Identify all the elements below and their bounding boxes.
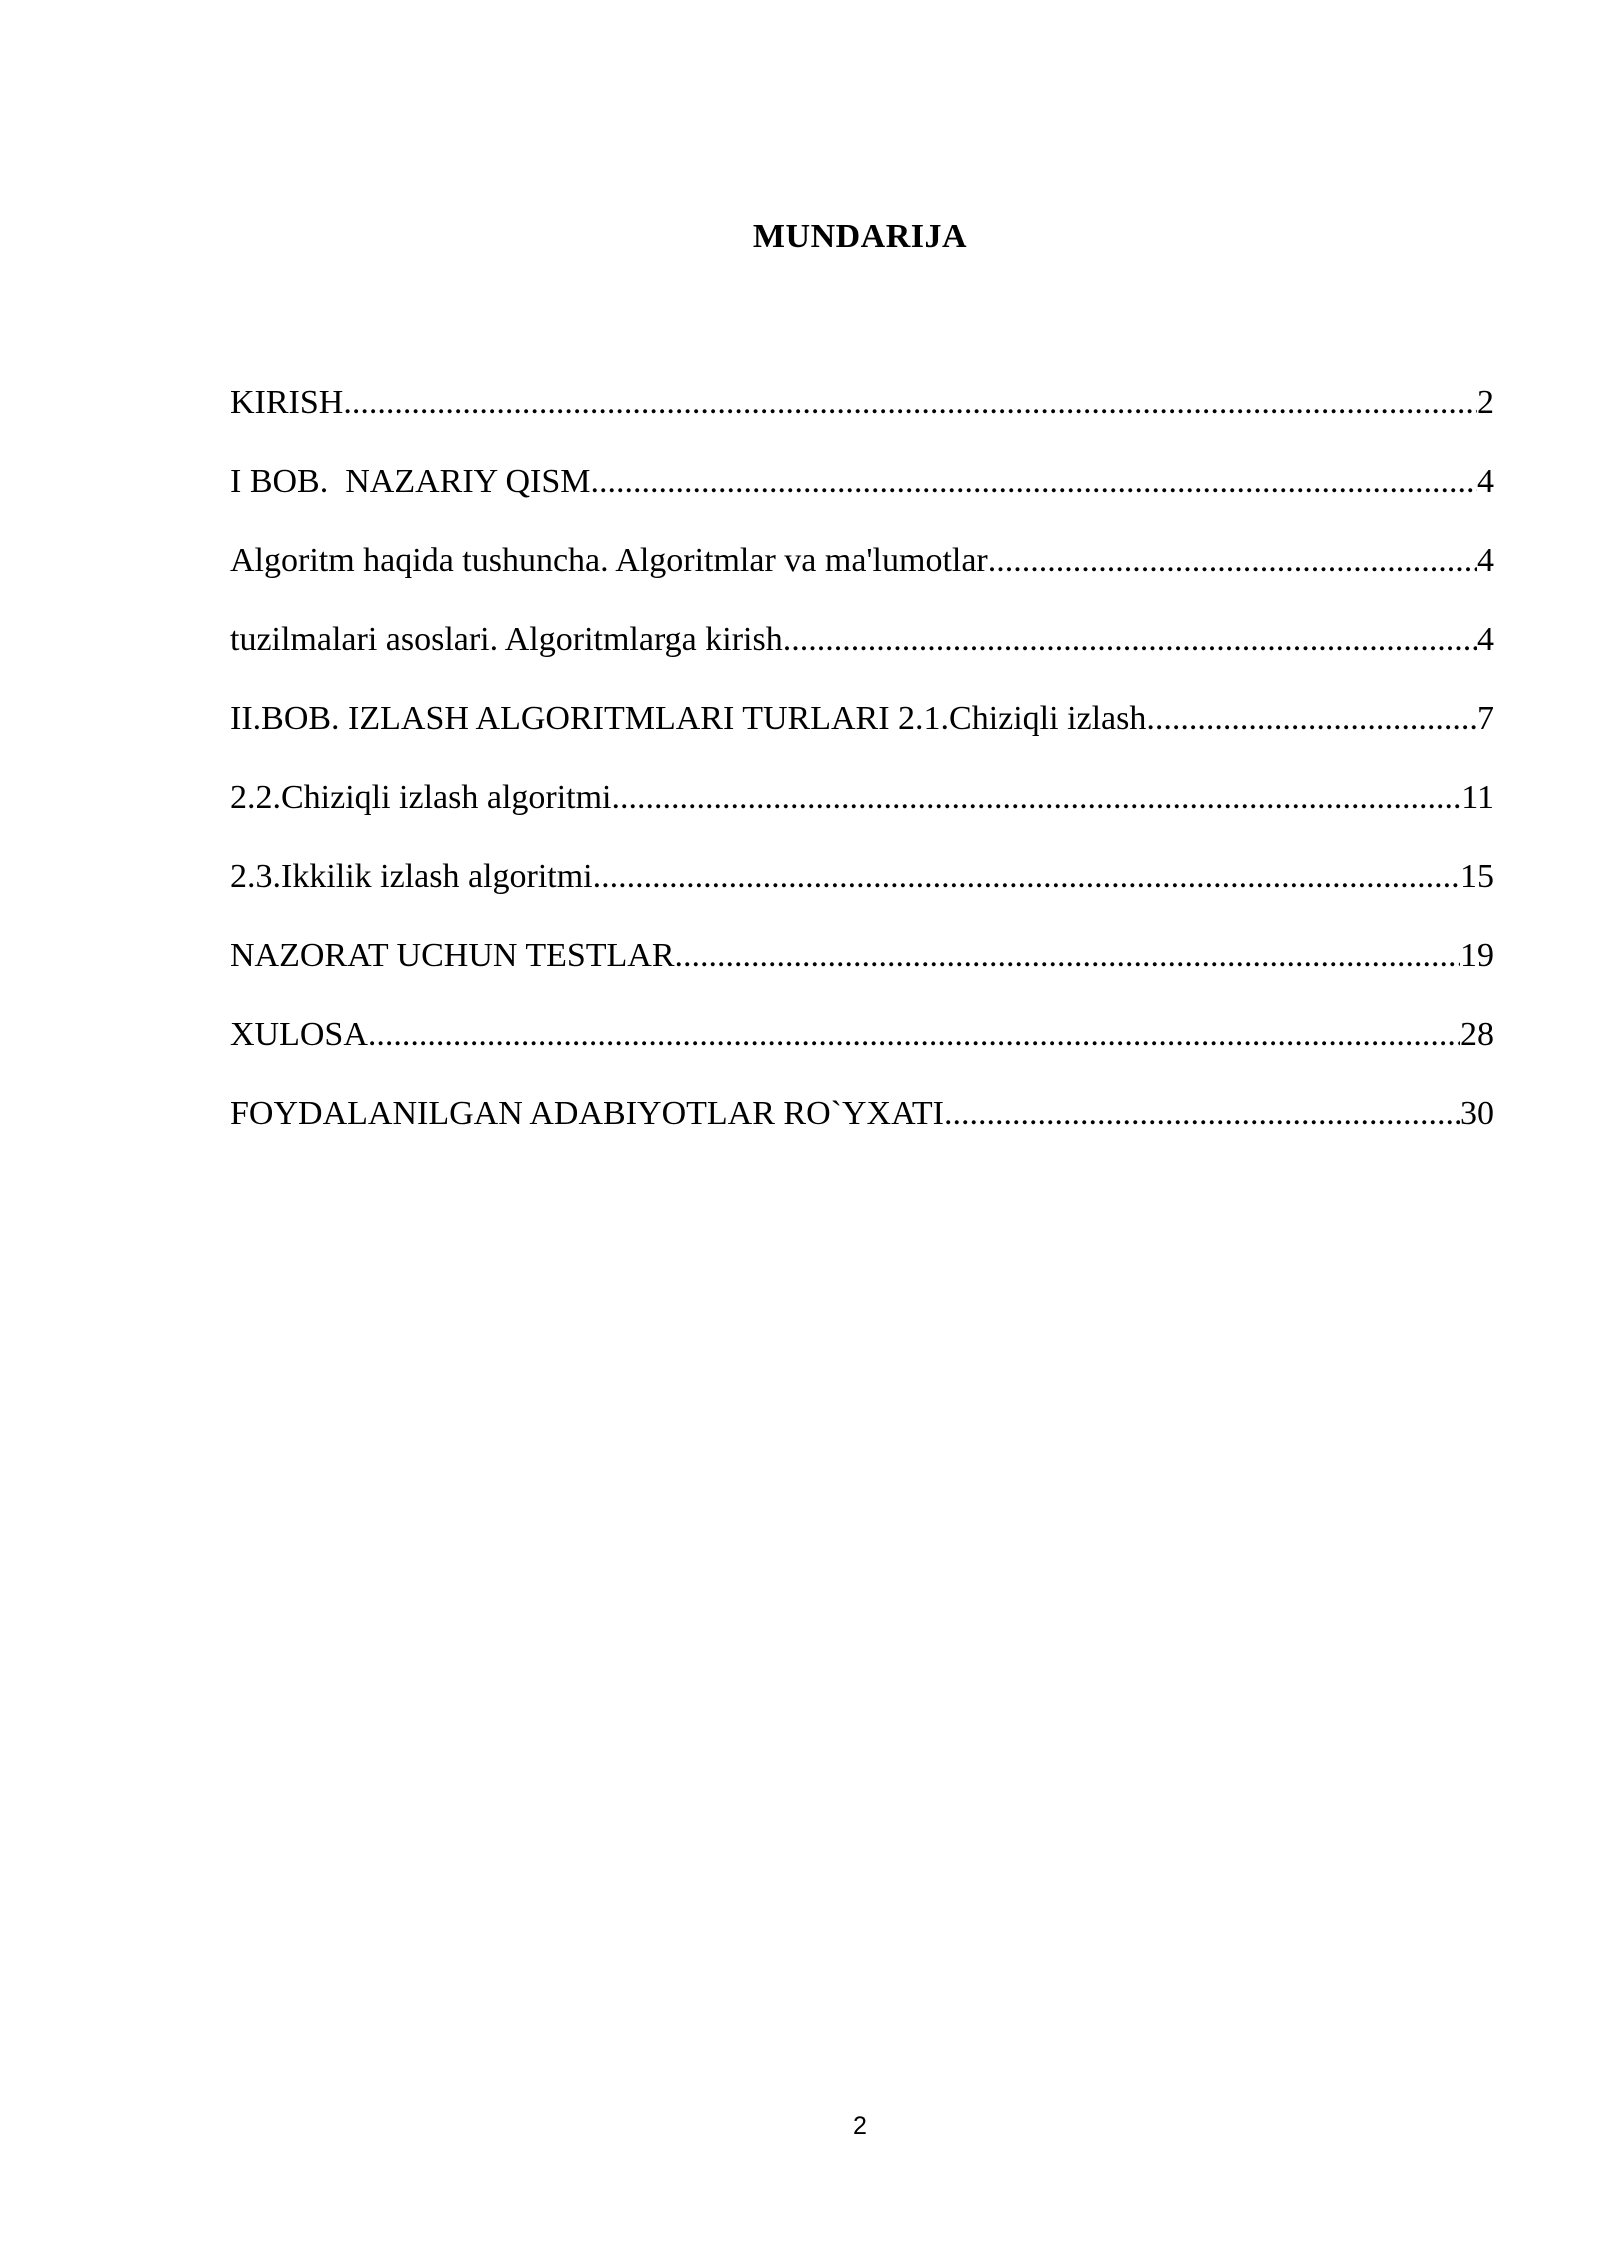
- toc-dot-leader: [590, 457, 1477, 507]
- toc-entry-page: 2: [1477, 384, 1494, 421]
- toc-dot-leader: [368, 1010, 1460, 1060]
- toc-entry-label: NAZORAT UCHUN TESTLAR: [230, 937, 675, 974]
- toc-entry-page: 19: [1460, 937, 1494, 974]
- toc-entry-label: XULOSA: [230, 1016, 368, 1053]
- table-of-contents: [230, 378, 1494, 1168]
- toc-entry[interactable]: [230, 931, 1494, 1010]
- toc-entry-label: FOYDALANILGAN ADABIYOTLAR RO`YXATI: [230, 1095, 944, 1132]
- toc-dot-leader: [944, 1089, 1460, 1139]
- toc-entry[interactable]: [230, 457, 1494, 536]
- page-number: 2: [853, 2112, 867, 2140]
- toc-entry-page: 28: [1460, 1016, 1494, 1053]
- toc-entry[interactable]: [230, 1089, 1494, 1168]
- toc-entry-page: 15: [1460, 858, 1494, 895]
- toc-entry-label: Algoritm haqida tushuncha. Algoritmlar va ma'lumotlar: [230, 542, 988, 579]
- toc-entry-page: 7: [1477, 700, 1494, 737]
- toc-entry[interactable]: [230, 694, 1494, 773]
- toc-entry-label: KIRISH: [230, 384, 344, 421]
- toc-entry-label: 2.3.Ikkilik izlash algoritmi: [230, 858, 593, 895]
- toc-entry-page: 4: [1477, 621, 1494, 658]
- toc-entry[interactable]: [230, 378, 1494, 457]
- toc-entry-page: 30: [1460, 1095, 1494, 1132]
- toc-dot-leader: [612, 773, 1462, 823]
- toc-entry-label: II.BOB. IZLASH ALGORITMLARI TURLARI 2.1.Chiziqli izlash: [230, 700, 1147, 737]
- toc-entry-page: 11: [1461, 779, 1494, 816]
- toc-entry-label: 2.2.Chiziqli izlash algoritmi: [230, 779, 612, 816]
- toc-entry-label: I BOB. NAZARIY QISM: [230, 463, 591, 500]
- toc-dot-leader: [675, 931, 1460, 981]
- toc-entry[interactable]: [230, 1010, 1494, 1089]
- toc-entry-label: tuzilmalari asoslari. Algoritmlarga kirish: [230, 621, 783, 658]
- toc-entry[interactable]: [230, 615, 1494, 694]
- toc-entry[interactable]: [230, 536, 1494, 615]
- toc-dot-leader: [1146, 694, 1477, 744]
- toc-dot-leader: [988, 536, 1477, 586]
- toc-dot-leader: [593, 852, 1460, 902]
- toc-entry-page: 4: [1477, 463, 1494, 500]
- page-title: MUNDARIJA: [752, 218, 968, 255]
- toc-dot-leader: [783, 615, 1477, 665]
- toc-entry[interactable]: [230, 852, 1494, 931]
- toc-dot-leader: [343, 378, 1477, 428]
- toc-entry-page: 4: [1477, 542, 1494, 579]
- toc-entry[interactable]: [230, 773, 1494, 852]
